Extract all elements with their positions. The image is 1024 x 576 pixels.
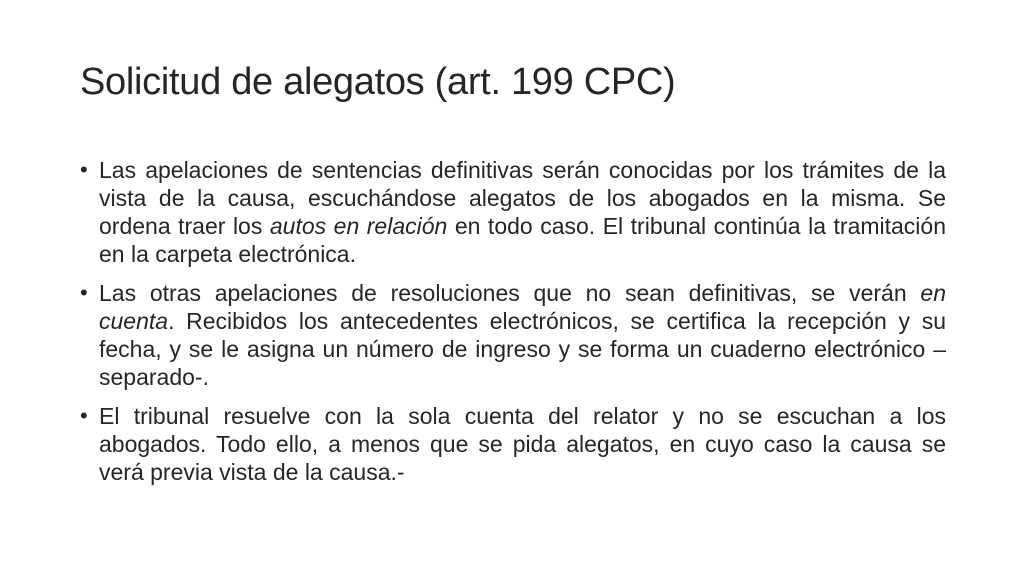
- bullet-text: [99, 403, 946, 485]
- bullet-segment: en todo caso. El tribunal continúa la tramitación en la carpeta electrónica.: [99, 213, 947, 267]
- bullet-text: [99, 280, 946, 390]
- bullet-item-3: [80, 402, 946, 486]
- bullet-icon: •: [80, 280, 88, 305]
- bullet-icon: •: [80, 157, 88, 182]
- bullet-list: [80, 156, 946, 497]
- bullet-segment-italic: en cuenta: [99, 280, 946, 334]
- slide-title: Solicitud de alegatos (art. 199 CPC): [80, 61, 676, 103]
- bullet-text: [99, 157, 946, 267]
- bullet-segment: . Recibidos los antecedentes electrónicos, se certifica la recepción y su fecha, y se le asigna un número de ingreso y se forma un cuaderno electrónico –separado-.: [99, 308, 946, 390]
- bullet-item-2: [80, 279, 946, 391]
- bullet-icon: •: [80, 403, 88, 428]
- bullet-segment-italic: autos en relación: [269, 213, 448, 239]
- bullet-item-1: [80, 156, 946, 268]
- bullet-segment: Las otras apelaciones de resoluciones que no sean definitivas, se verán: [99, 280, 921, 306]
- bullet-segment: El tribunal resuelve con la sola cuenta del relator y no se escuchan a los abogados. Todo ello, a menos que se pida alegatos, en cuyo caso la causa se verá previa vista de la causa.-: [99, 403, 946, 485]
- bullet-segment: Las apelaciones de sentencias definitivas serán conocidas por los trámites de la vista de la causa, escuchándose alegatos de los abogados en la misma. Se ordena traer los: [99, 157, 946, 239]
